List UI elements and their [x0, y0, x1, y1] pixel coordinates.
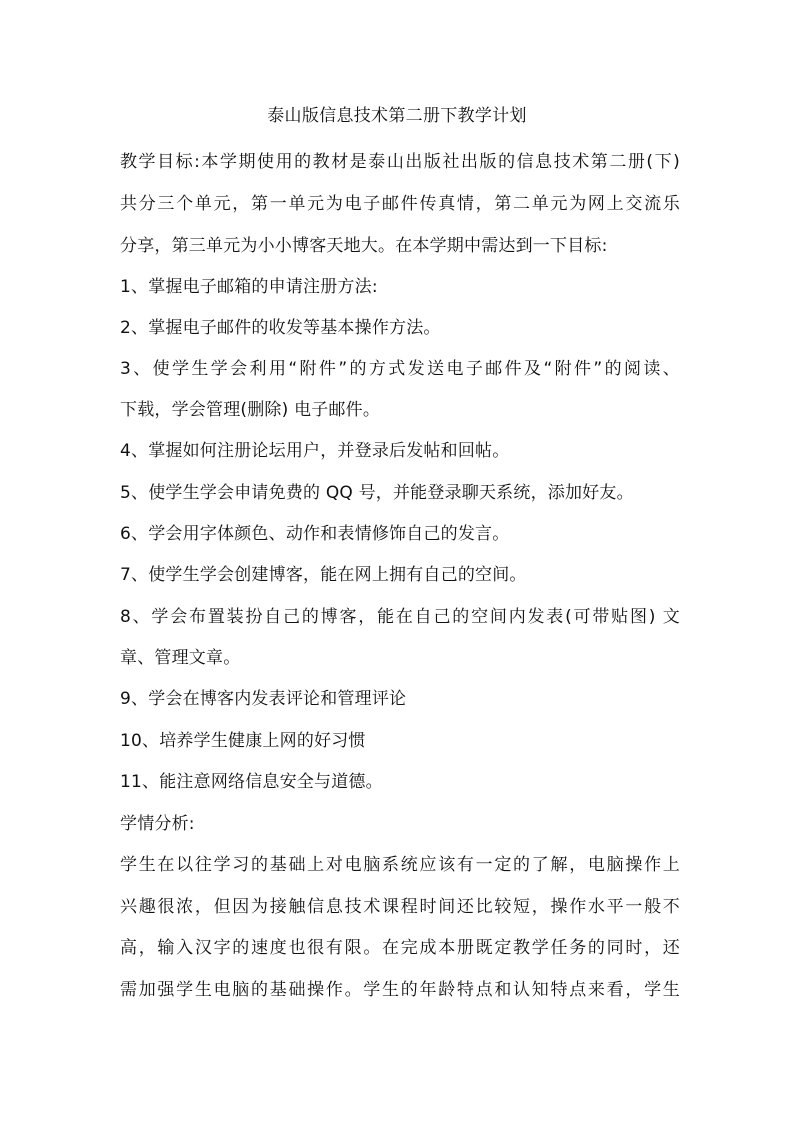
list-item-3-line-1: 3、使学生学会利用“附件”的方式发送电子邮件及“附件”的阅读、	[120, 359, 680, 379]
analysis-line-3: 高，输入汉字的速度也很有限。在完成本册既定教学任务的同时，还	[120, 938, 680, 958]
list-item-10: 10、培养学生健康上网的好习惯	[120, 731, 366, 751]
section-heading-analysis: 学情分析:	[120, 814, 195, 834]
list-item-8-line-1: 8、学会布置装扮自己的博客，能在自己的空间内发表(可带贴图) 文	[120, 607, 680, 627]
body-line-objective-3: 分享，第三单元为小小博客天地大。在本学期中需达到一下目标:	[120, 236, 608, 256]
list-item-5: 5、使学生学会申请免费的 QQ 号，并能登录聊天系统，添加好友。	[120, 483, 634, 503]
analysis-line-1: 学生在以往学习的基础上对电脑系统应该有一定的了解，电脑操作上	[120, 855, 680, 875]
list-item-9: 9、学会在博客内发表评论和管理评论	[120, 689, 407, 709]
list-item-6: 6、学会用字体颜色、动作和表情修饰自己的发言。	[120, 524, 510, 544]
list-item-2: 2、掌握电子邮件的收发等基本操作方法。	[120, 318, 441, 338]
list-item-7: 7、使学生学会创建博客，能在网上拥有自己的空间。	[120, 565, 527, 585]
body-line-objective-1: 教学目标:本学期使用的教材是泰山出版社出版的信息技术第二册(下)	[120, 152, 680, 172]
body-line-objective-2: 共分三个单元，第一单元为电子邮件传真情，第二单元为网上交流乐	[120, 194, 680, 214]
analysis-line-4: 需加强学生电脑的基础操作。学生的年龄特点和认知特点来看，学生	[120, 980, 680, 1000]
document-title: 泰山版信息技术第二册下教学计划	[267, 106, 527, 126]
analysis-line-2: 兴趣很浓，但因为接触信息技术课程时间还比较短，操作水平一般不	[120, 897, 680, 917]
list-item-4: 4、掌握如何注册论坛用户，并登录后发帖和回帖。	[120, 441, 510, 461]
list-item-3-line-2: 下载，学会管理(删除) 电子邮件。	[120, 400, 381, 420]
list-item-1: 1、掌握电子邮箱的申请注册方法:	[120, 277, 378, 297]
list-item-8-line-2: 章、管理文章。	[120, 648, 241, 668]
list-item-11: 11、能注意网络信息安全与道德。	[120, 772, 383, 792]
